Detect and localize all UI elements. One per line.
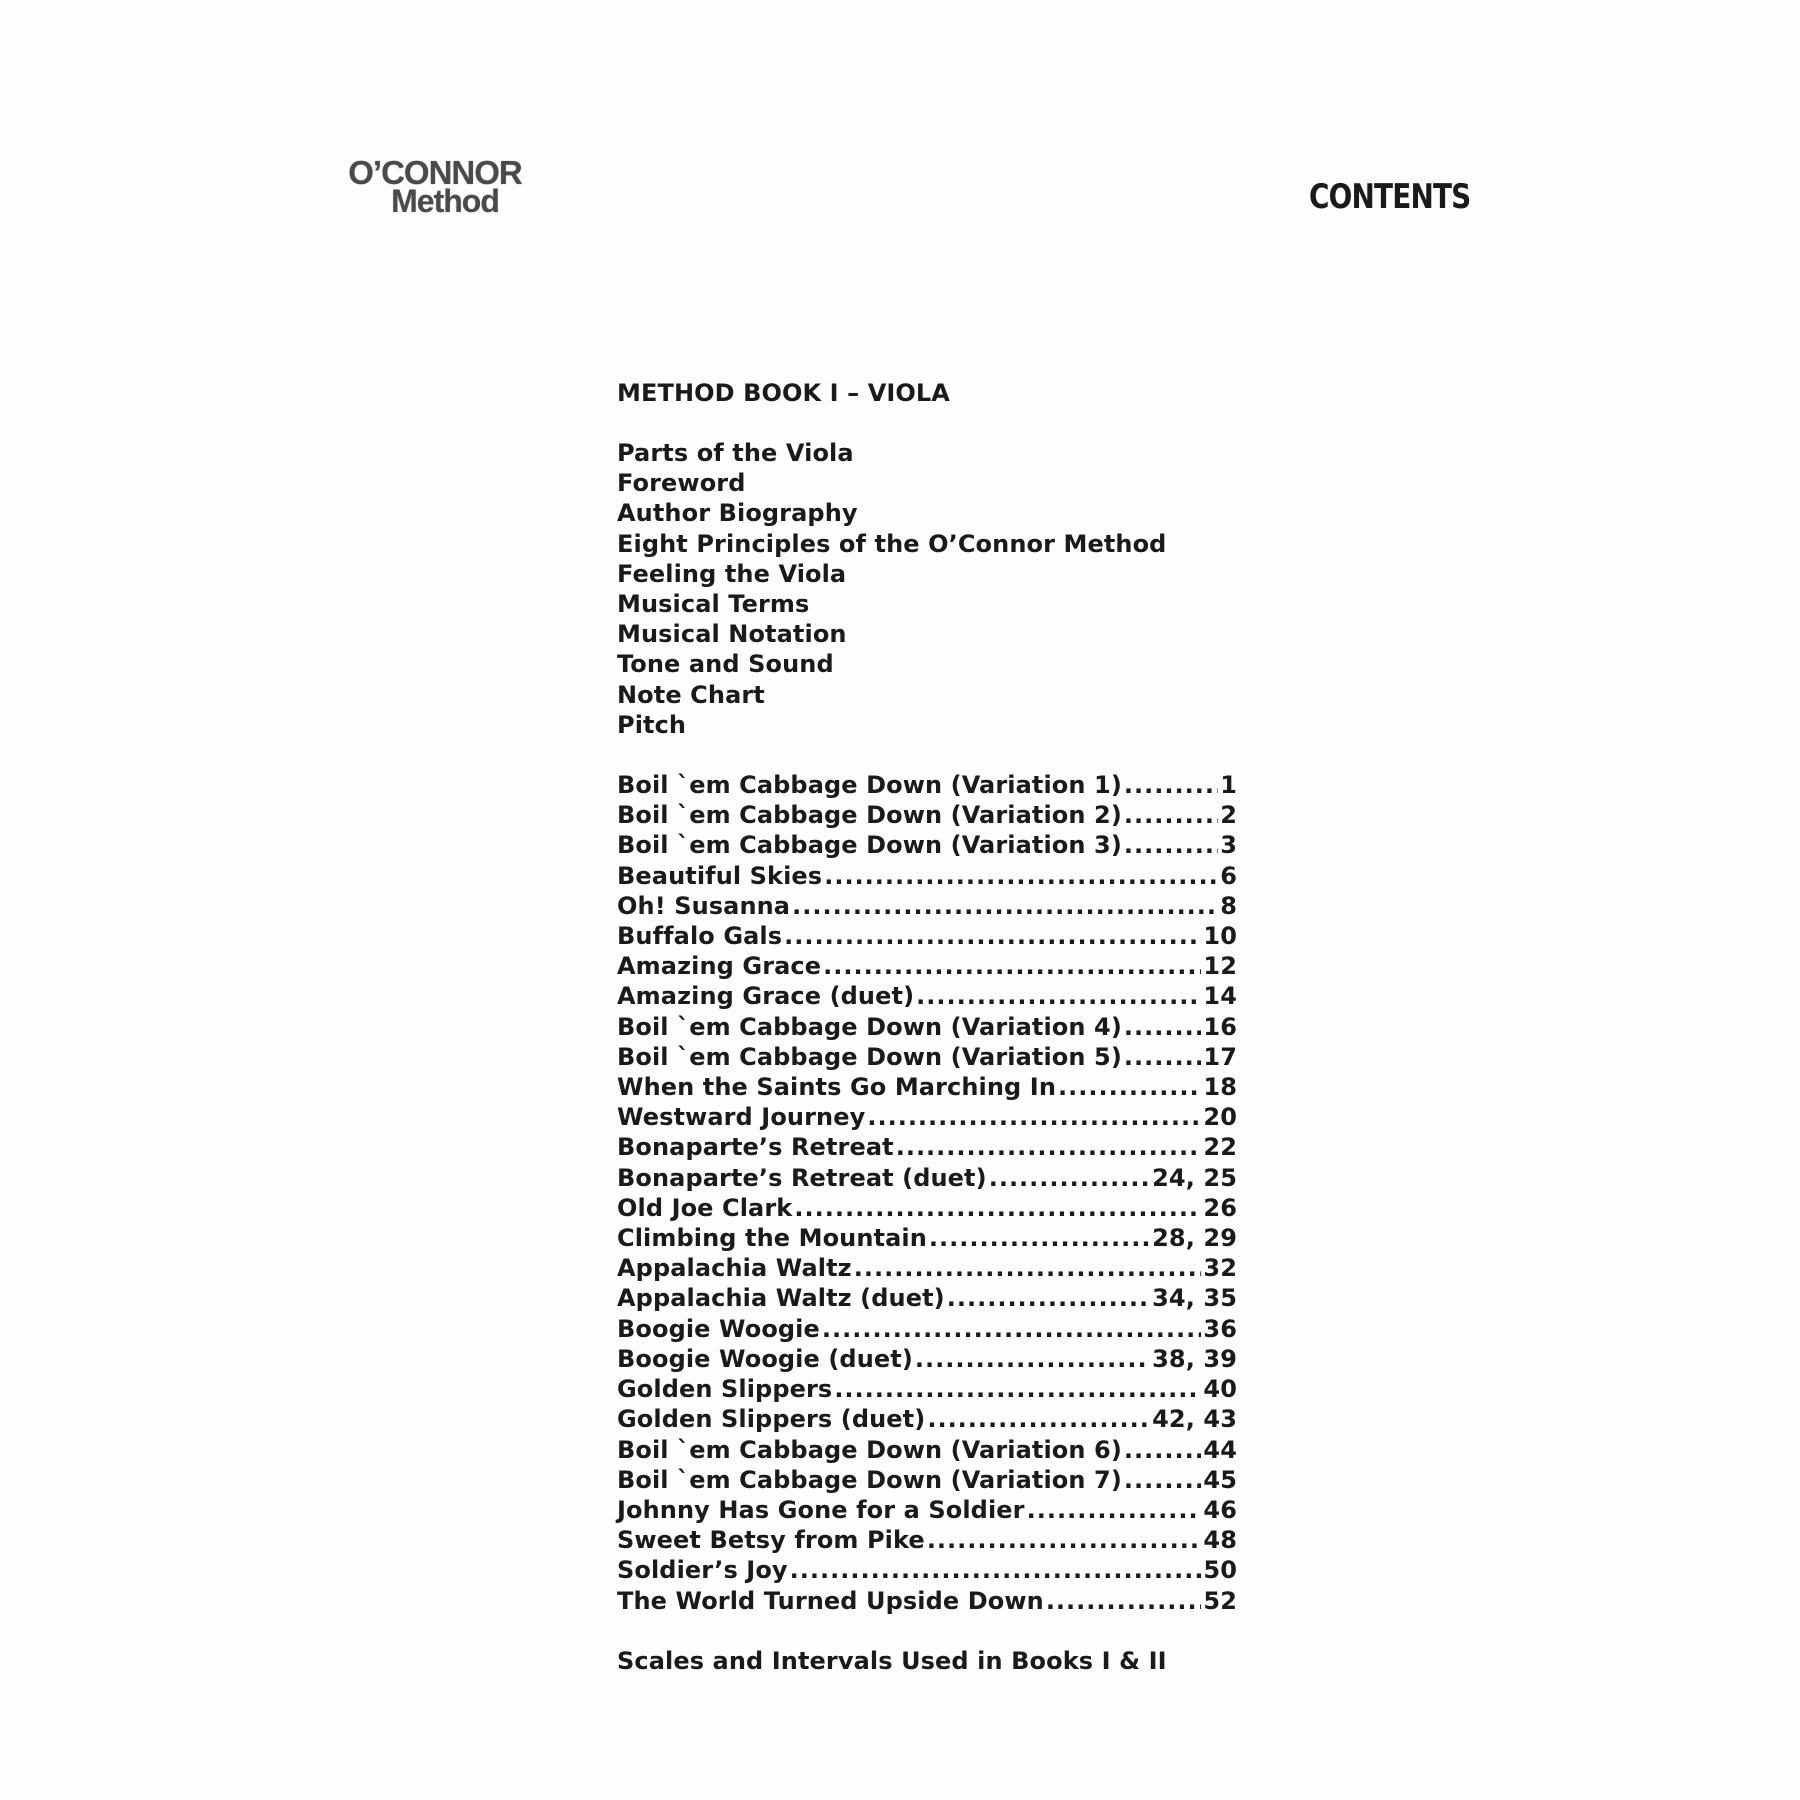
dot-leader — [792, 891, 1218, 921]
dot-leader — [834, 1374, 1201, 1404]
toc-entry-page: 14 — [1203, 982, 1237, 1011]
toc-entry-title: Amazing Grace — [617, 952, 822, 981]
toc-entry — [617, 1435, 1237, 1465]
toc-entry-title: Appalachia Waltz (duet) — [617, 1284, 945, 1313]
dot-leader — [929, 1223, 1150, 1253]
front-matter-item: Feeling the Viola — [617, 559, 847, 588]
toc-entry-title: Soldier’s Joy — [617, 1556, 788, 1585]
toc-entry-title: Appalachia Waltz — [617, 1254, 852, 1283]
dot-leader — [1124, 830, 1218, 860]
toc-entry-title: Bonaparte’s Retreat (duet) — [617, 1163, 987, 1192]
front-matter-item: Foreword — [617, 469, 746, 498]
toc-entry-page: 46 — [1203, 1495, 1237, 1524]
dot-leader — [1058, 1072, 1201, 1102]
logo-line-oconnor: O’CONNOR — [348, 154, 522, 191]
toc-entry-title: Amazing Grace (duet) — [617, 982, 915, 1011]
dot-leader — [915, 1344, 1150, 1374]
dot-leader — [927, 1525, 1202, 1555]
dot-leader — [896, 1132, 1202, 1162]
dot-leader — [784, 921, 1201, 951]
toc-entry-page: 3 — [1220, 831, 1237, 860]
toc-entry — [617, 1465, 1237, 1495]
dot-leader — [1124, 800, 1218, 830]
toc-entry-page: 8 — [1220, 891, 1237, 920]
toc-entry — [617, 891, 1237, 921]
toc-entry — [617, 1102, 1237, 1132]
front-matter-list — [617, 438, 1237, 740]
toc-entry-page: 52 — [1203, 1586, 1237, 1615]
toc-entry-title: Boil `em Cabbage Down (Variation 5) — [617, 1042, 1122, 1071]
front-matter-item: Eight Principles of the O’Connor Method — [617, 529, 1167, 558]
toc-entry — [617, 1314, 1237, 1344]
toc-entry — [617, 861, 1237, 891]
toc-entry-title: Boogie Woogie (duet) — [617, 1344, 913, 1373]
dot-leader — [916, 981, 1201, 1011]
dot-leader — [1124, 1012, 1201, 1042]
toc-entry — [617, 1525, 1237, 1555]
toc-entry-title: Boogie Woogie — [617, 1314, 820, 1343]
toc-entry-page: 28, 29 — [1152, 1224, 1237, 1253]
dot-leader — [1124, 1465, 1201, 1495]
dot-leader — [947, 1283, 1150, 1313]
toc-entry — [617, 830, 1237, 860]
toc-entry-title: Buffalo Gals — [617, 922, 783, 951]
toc-entry — [617, 1072, 1237, 1102]
toc-entry — [617, 921, 1237, 951]
toc-entry-page: 2 — [1220, 801, 1237, 830]
dot-leader — [1124, 1435, 1201, 1465]
table-of-contents — [617, 378, 1237, 1676]
toc-entry — [617, 770, 1237, 800]
toc-entry-page: 32 — [1203, 1254, 1237, 1283]
dot-leader — [794, 1193, 1201, 1223]
dot-leader — [1124, 770, 1218, 800]
front-matter-item: Parts of the Viola — [617, 439, 854, 467]
toc-entry — [617, 1223, 1237, 1253]
toc-entry — [617, 1132, 1237, 1162]
dot-leader — [824, 861, 1218, 891]
toc-entry-title: Sweet Betsy from Pike — [617, 1526, 925, 1555]
toc-entry-page: 18 — [1203, 1073, 1237, 1102]
section-heading: METHOD BOOK I – VIOLA — [617, 379, 950, 407]
toc-entry-title: Boil `em Cabbage Down (Variation 1) — [617, 771, 1122, 800]
dot-leader — [1124, 1042, 1201, 1072]
oconnor-method-logo — [330, 156, 540, 217]
toc-entry-page: 48 — [1203, 1526, 1237, 1555]
toc-entry — [617, 1404, 1237, 1434]
toc-entry-title: Oh! Susanna — [617, 891, 791, 920]
dot-leader — [927, 1404, 1150, 1434]
toc-entry — [617, 1495, 1237, 1525]
toc-entry-page: 45 — [1203, 1465, 1237, 1494]
dot-leader — [1027, 1495, 1202, 1525]
front-matter-item: Note Chart — [617, 680, 765, 709]
toc-entry-page: 20 — [1203, 1103, 1237, 1132]
toc-entry-title: When the Saints Go Marching In — [617, 1073, 1057, 1102]
page-title: CONTENTS — [1309, 177, 1471, 217]
toc-entry-title: Climbing the Mountain — [617, 1224, 927, 1253]
toc-entry — [617, 1344, 1237, 1374]
toc-entry-title: Boil `em Cabbage Down (Variation 4) — [617, 1012, 1122, 1041]
toc-entry-page: 22 — [1203, 1133, 1237, 1162]
toc-entry — [617, 1193, 1237, 1223]
toc-entry-page: 17 — [1203, 1042, 1237, 1071]
toc-entry-title: Golden Slippers — [617, 1375, 833, 1404]
toc-entry-title: Boil `em Cabbage Down (Variation 2) — [617, 801, 1122, 830]
toc-entry-title: Johnny Has Gone for a Soldier — [617, 1495, 1025, 1524]
toc-entry-page: 6 — [1220, 861, 1237, 890]
toc-entry-page: 12 — [1203, 952, 1237, 981]
toc-entry — [617, 800, 1237, 830]
toc-entry — [617, 1042, 1237, 1072]
dot-leader — [1046, 1586, 1202, 1616]
front-matter-item: Tone and Sound — [617, 650, 834, 679]
tune-list — [617, 770, 1237, 1616]
toc-entry-title: Boil `em Cabbage Down (Variation 7) — [617, 1465, 1122, 1494]
front-matter-item: Pitch — [617, 710, 687, 739]
toc-entry-page: 44 — [1203, 1435, 1237, 1464]
toc-entry-title: The World Turned Upside Down — [617, 1586, 1044, 1615]
front-matter-item: Musical Terms — [617, 590, 810, 619]
toc-entry-title: Old Joe Clark — [617, 1193, 793, 1222]
dot-leader — [822, 1314, 1202, 1344]
toc-entry-title: Boil `em Cabbage Down (Variation 6) — [617, 1435, 1122, 1464]
logo-line-method: Method — [391, 183, 499, 219]
toc-entry — [617, 1163, 1237, 1193]
toc-entry-page: 50 — [1203, 1556, 1237, 1585]
toc-entry-title: Golden Slippers (duet) — [617, 1405, 926, 1434]
toc-entry-page: 1 — [1220, 771, 1237, 800]
toc-entry-title: Beautiful Skies — [617, 861, 823, 890]
dot-leader — [854, 1253, 1202, 1283]
toc-entry-page: 38, 39 — [1152, 1344, 1237, 1373]
toc-entry — [617, 1253, 1237, 1283]
toc-entry — [617, 981, 1237, 1011]
toc-entry-page: 16 — [1203, 1012, 1237, 1041]
toc-entry-page: 36 — [1203, 1314, 1237, 1343]
dot-leader — [790, 1555, 1202, 1585]
dot-leader — [867, 1102, 1201, 1132]
dot-leader — [989, 1163, 1150, 1193]
dot-leader — [823, 951, 1201, 981]
toc-entry-title: Bonaparte’s Retreat — [617, 1133, 894, 1162]
toc-entry-page: 42, 43 — [1152, 1405, 1237, 1434]
toc-entry-title: Westward Journey — [617, 1103, 866, 1132]
toc-entry-page: 24, 25 — [1152, 1163, 1237, 1192]
toc-entry — [617, 951, 1237, 981]
toc-entry-page: 34, 35 — [1152, 1284, 1237, 1313]
toc-entry-page: 40 — [1203, 1375, 1237, 1404]
toc-entry — [617, 1555, 1237, 1585]
toc-entry — [617, 1586, 1237, 1616]
toc-entry-title: Boil `em Cabbage Down (Variation 3) — [617, 831, 1122, 860]
toc-entry — [617, 1012, 1237, 1042]
front-matter-item: Author Biography — [617, 499, 858, 528]
front-matter-item: Musical Notation — [617, 620, 847, 649]
toc-entry — [617, 1283, 1237, 1313]
back-matter-item: Scales and Intervals Used in Books I & II — [617, 1646, 1167, 1675]
toc-entry-page: 26 — [1203, 1193, 1237, 1222]
toc-entry-page: 10 — [1203, 922, 1237, 951]
toc-entry — [617, 1374, 1237, 1404]
